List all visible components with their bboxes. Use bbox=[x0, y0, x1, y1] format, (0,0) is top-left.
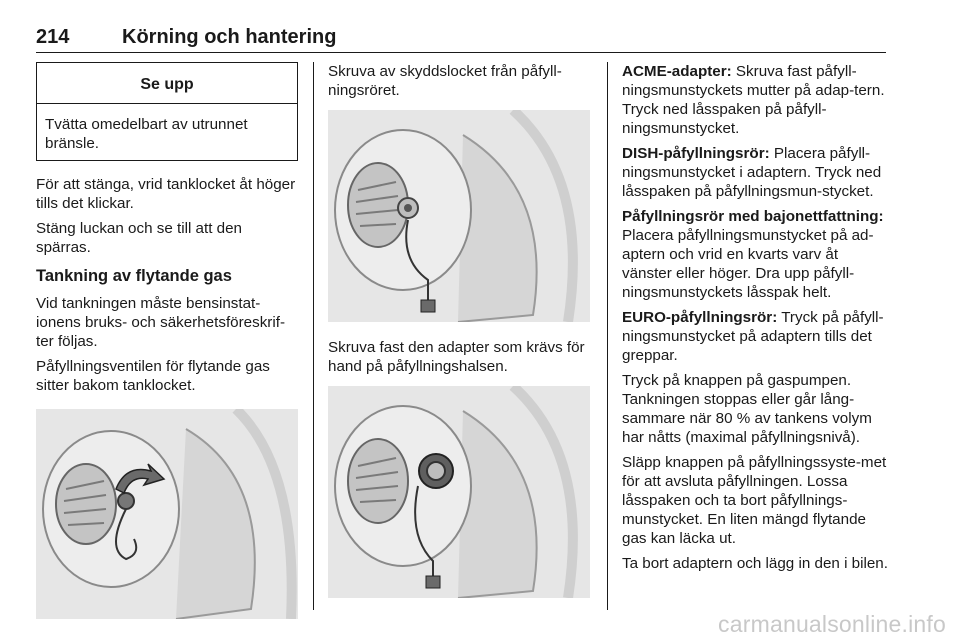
euro-text: Tryck på påfyll-ningsmunstycket på adaptern tills det greppar. bbox=[622, 309, 884, 364]
warning-text: Tvätta omedelbart av utrunnet bränsle. bbox=[45, 116, 248, 152]
dish-label: DISH-påfyllningsrör: bbox=[622, 145, 770, 162]
watermark-text: carmanualsonline.info bbox=[718, 611, 946, 637]
warning-title: Se upp bbox=[37, 63, 297, 104]
fuel-cap-open-illustration bbox=[36, 409, 298, 619]
bayonet-text: Placera påfyllningsmunstycket på ad-aptern och vrid en kvarts varv åt vänster eller höger. Dra upp påfyll-ningsmunstyckets låsspak helt. bbox=[622, 227, 874, 301]
paragraph: Ta bort adaptern och lägg in den i bilen. bbox=[622, 555, 888, 572]
euro-label: EURO-påfyllningsrör: bbox=[622, 309, 778, 326]
acme-text: Skruva fast påfyll-ningsmunstyckets mutter på adap-tern. Tryck ned låsspaken på påfyll-ningsmunstycket. bbox=[622, 63, 885, 137]
filler-neck-cap-illustration bbox=[328, 110, 590, 322]
paragraph: Vid tankningen måste bensinstat-ionens bruks- och säkerhetsföreskrif-ter följas. bbox=[36, 295, 286, 350]
page-header bbox=[36, 24, 886, 53]
paragraph: För att stänga, vrid tanklocket åt höger tills det klickar. bbox=[36, 176, 296, 212]
paragraph bbox=[622, 207, 888, 302]
paragraph: Skruva av skyddslocket från påfyll-ningsröret. bbox=[328, 63, 562, 99]
dish-text: Placera påfyll-ningsmunstycket i adaptern. Tryck ned låsspaken på påfyllningsmun-stycket. bbox=[622, 145, 882, 200]
page-number: 214 bbox=[36, 26, 70, 48]
paragraph bbox=[622, 62, 888, 138]
warning-box bbox=[36, 62, 298, 161]
column-divider bbox=[607, 62, 608, 610]
column-1 bbox=[36, 62, 298, 619]
column-divider bbox=[313, 62, 314, 610]
column-2 bbox=[328, 62, 594, 598]
bayonet-label: Påfyllningsrör med bajonettfattning: bbox=[622, 208, 884, 225]
paragraph: Skruva fast den adapter som krävs för hand på påfyllningshalsen. bbox=[328, 339, 585, 375]
paragraph bbox=[622, 144, 888, 201]
paragraph bbox=[622, 308, 888, 365]
paragraph: Påfyllningsventilen för flytande gas sitter bakom tanklocket. bbox=[36, 358, 270, 394]
column-3 bbox=[622, 62, 888, 579]
acme-label: ACME-adapter: bbox=[622, 63, 732, 80]
adapter-mounted-illustration bbox=[328, 386, 590, 598]
section-heading: Tankning av flytande gas bbox=[36, 267, 232, 285]
paragraph: Tryck på knappen på gaspumpen. Tankningen stoppas eller går lång-sammare när 80 % av tankens volym har nåtts (maximal påfyllningsnivå). bbox=[622, 372, 872, 446]
paragraph: Stäng luckan och se till att den spärras. bbox=[36, 220, 243, 256]
chapter-title: Körning och hantering bbox=[122, 26, 337, 48]
paragraph: Släpp knappen på påfyllningssyste-met för att avsluta påfyllningen. Lossa låsspaken och ta bort påfyllnings-munstycket. En liten mängd flytande gas kan läcka ut. bbox=[622, 454, 887, 547]
